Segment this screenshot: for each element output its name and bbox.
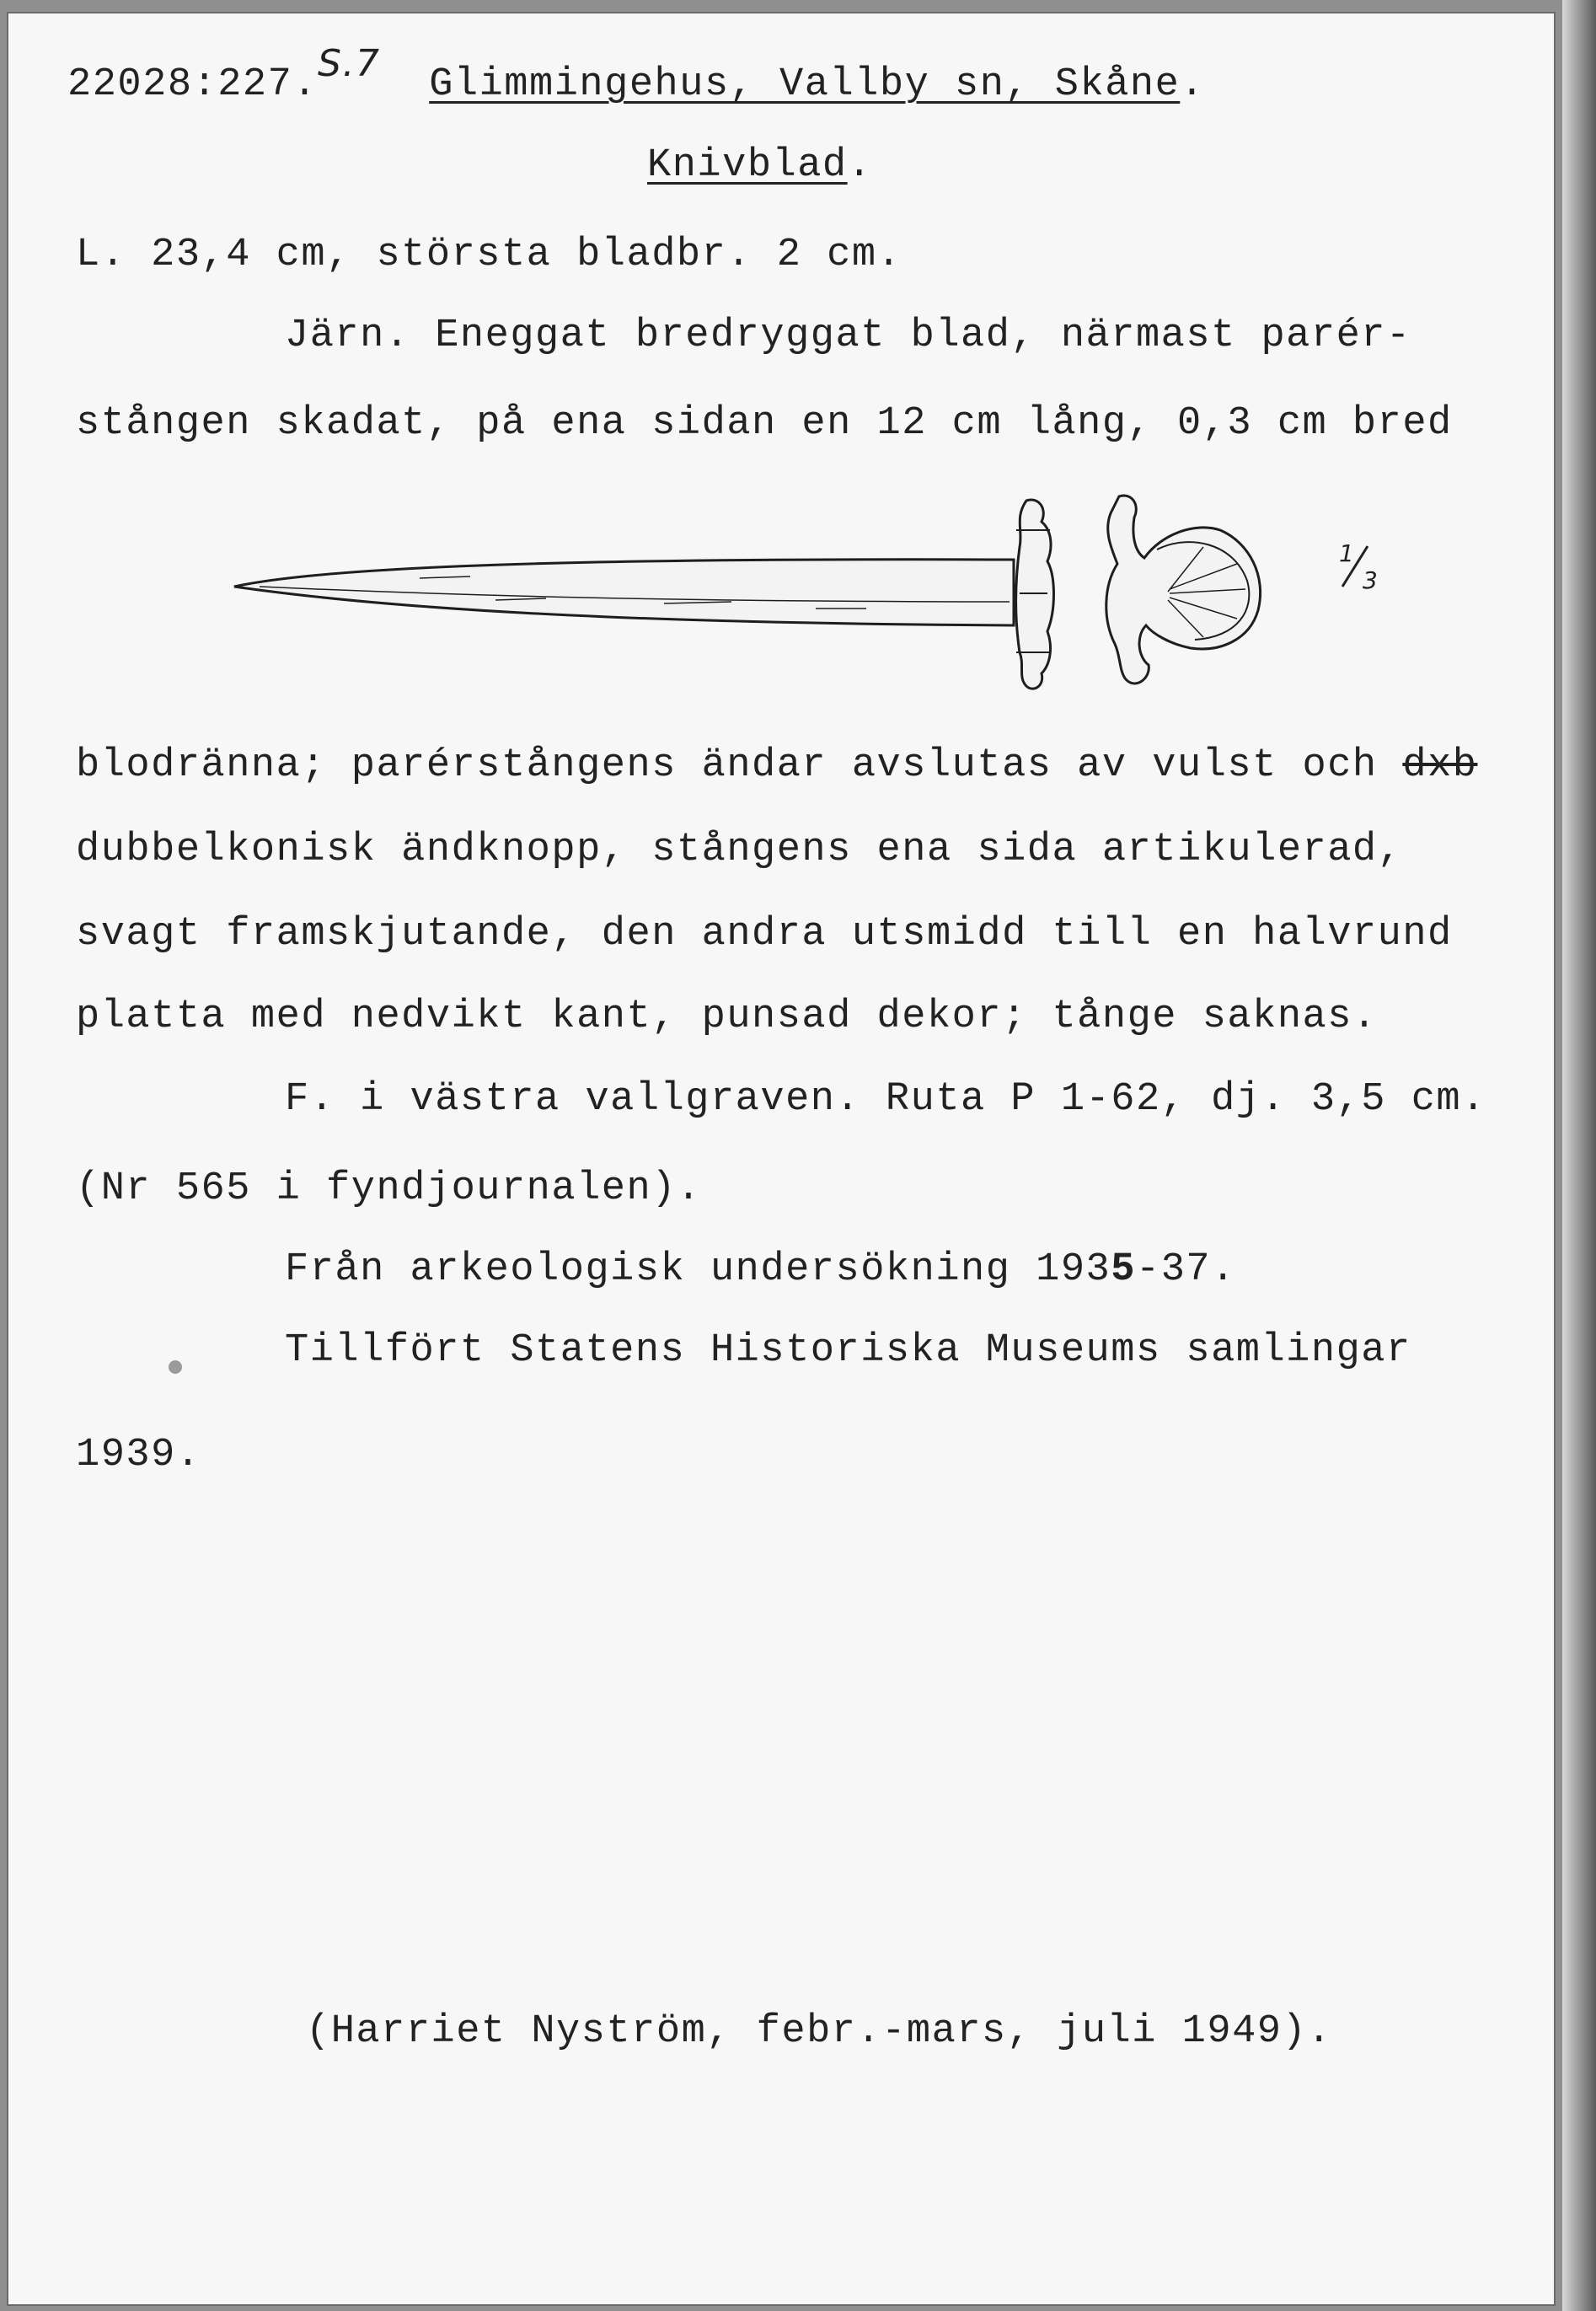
find-location-line: F. i västra vallgraven. Ruta P 1-62, dj. 3,5 cm. <box>285 1077 1486 1122</box>
object-type-heading <box>647 143 872 188</box>
find-journal-line: (Nr 565 i fyndjournalen). <box>76 1166 702 1211</box>
description-line-3 <box>76 743 1477 788</box>
description-line-3-text: blodränna; parérstångens ändar avslutas av vulst och <box>76 743 1378 788</box>
card-edge-shadow <box>1562 0 1596 2311</box>
drawing-scale <box>1334 534 1401 602</box>
description-line-6: platta med nedvikt kant, punsad dekor; tånge saknas. <box>76 995 1378 1039</box>
handwritten-annotation: S.7 <box>318 42 381 85</box>
catalog-card <box>7 12 1556 2306</box>
description-line-2: stången skadat, på ena sidan en 12 cm lång, 0,3 cm bred <box>76 401 1453 446</box>
card-header <box>67 42 1206 107</box>
description-line-4: dubbelkonisk ändknopp, stångens ena sida artikulerad, <box>76 828 1403 872</box>
locality: Glimmingehus, Vallby sn, Skåne <box>429 62 1181 107</box>
acquisition-line: Tillfört Statens Historiska Museums samlingar <box>285 1328 1411 1373</box>
measurements-line: L. 23,4 cm, största bladbr. 2 cm. <box>76 233 902 277</box>
scale-denominator: 3 <box>1363 566 1378 594</box>
struck-text: dxb <box>1402 743 1478 788</box>
excavation-prefix: Från arkeologisk undersökning 193 <box>285 1247 1111 1292</box>
locality-end: . <box>1180 62 1206 107</box>
knife-drawing <box>226 484 1288 703</box>
description-line-1: Järn. Eneggat bredryggat blad, närmast parér- <box>285 314 1411 358</box>
object-type-end: . <box>847 143 873 188</box>
description-line-5: svagt framskjutande, den andra utsmidd till en halvrund <box>76 912 1453 957</box>
excavation-suffix: -37. <box>1135 1247 1236 1292</box>
acquisition-year: 1939. <box>76 1433 201 1477</box>
excavation-line <box>285 1247 1236 1292</box>
author-line: (Harriet Nyström, febr.-mars, juli 1949). <box>306 2009 1332 2054</box>
scale-numerator: 1 <box>1339 539 1354 567</box>
object-type: Knivblad <box>647 143 848 188</box>
ink-dot <box>169 1360 182 1374</box>
corrected-digit: 5 <box>1111 1247 1136 1292</box>
catalog-number: 22028:227. <box>67 62 319 107</box>
